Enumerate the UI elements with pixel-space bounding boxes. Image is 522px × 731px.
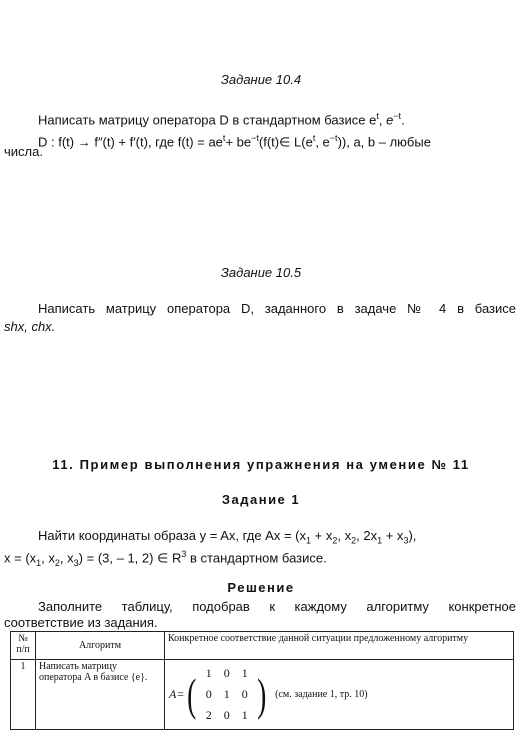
task-10-4-line1: Написать матрицу оператора D в стандартном базисе $e^t$, $e^{-t}$. — [38, 111, 405, 128]
matrix-cell: 1 — [223, 687, 230, 701]
exercise-1-line2-end: в стандартном базисе. — [186, 550, 327, 566]
matrix-cell: 0 — [223, 708, 230, 722]
matrix-cell: 1 — [205, 666, 212, 680]
task-10-4-line2-text: D : f(t) → f″(t) + f′(t), где f(t) = ae — [38, 134, 223, 150]
matrix-cell: 0 — [205, 687, 212, 701]
row-correspondence — [165, 660, 514, 730]
matrix-cell: 0 — [241, 687, 248, 701]
task-10-5-line1: Написать матрицу оператора D, заданного в задаче № 4 в базисе — [38, 301, 516, 316]
section-11-title: 11. Пример выполнения упражнения на умение № 11 — [52, 457, 470, 472]
exercise-1-line2-tail: ) = (3, – 1, 2) ∈ R — [78, 550, 182, 566]
task-10-4-line2: D : f(t) → f″(t) + f′(t), где $f(t) = ae^t+$ $be^{-t}(f(t)\in$ $L(e^t$, $e^{-t}$)), a, b – любые — [38, 133, 431, 150]
task-10-4-line2-mid: + be — [225, 134, 252, 150]
matrix-block — [169, 666, 510, 723]
task-10-4-line1-text: Написать матрицу оператора D в стандартном базисе e — [38, 112, 377, 128]
matrix-label: A= — [169, 687, 185, 701]
task-10-4-line2-end: )), a, b – любые — [337, 134, 431, 150]
table-row — [11, 660, 514, 730]
algorithm-table — [10, 631, 514, 730]
row-num: 1 — [11, 660, 36, 730]
left-paren: ( — [187, 668, 197, 720]
task-10-5-line2: shx, chx. — [4, 319, 56, 334]
right-paren: ) — [256, 668, 267, 720]
solution-line2: соответствие из задания. — [4, 615, 158, 630]
solution-line1: Заполните таблицу, подобрав к каждому алгоритму конкретное — [38, 599, 516, 614]
exercise-1-line2-pre: x = (x — [4, 550, 37, 566]
exercise-1-line1-pre: Найти координаты образа — [38, 528, 200, 543]
matrix-A — [184, 666, 269, 723]
task-10-4-title: Задание 10.4 — [220, 72, 302, 87]
matrix-cell: 2 — [205, 708, 212, 722]
exercise-1-line1-mid: y = Ax, где Ax = (x — [199, 528, 307, 543]
exercise-1-line2: $x = (x_1$, $x_2$, $x_3) = (3$, – 1, 2) ∈ $R^3$ в стандартном базисе. — [4, 549, 327, 568]
header-num: № п/п — [11, 632, 36, 660]
exercise-1-line1: Найти координаты образа y = Ax, где $Ax = (x_1 + x_2$, $x_2$, $2x_1 + x_3$), — [38, 528, 417, 546]
task-10-4-line3: числа. — [4, 144, 43, 159]
header-algorithm: Алгоритм — [36, 632, 165, 660]
task-10-4-line2-paren: (f(t)∈ L(e — [258, 134, 313, 150]
task-10-5-title: Задание 10.5 — [220, 265, 302, 280]
row-algorithm: Написать матрицу оператора A в базисе {e}. — [36, 660, 165, 730]
matrix-cell: 1 — [241, 666, 248, 680]
table-header-row — [11, 632, 514, 660]
solution-title: Решение — [227, 580, 295, 595]
matrix-cell: 0 — [223, 666, 230, 680]
matrix-grid — [200, 666, 254, 723]
matrix-note: (см. задание 1, тр. 10) — [275, 689, 368, 700]
matrix-cell: 1 — [241, 708, 248, 722]
header-correspondence: Конкретное соответствие данной ситуации предложенному алгоритму — [165, 632, 514, 660]
exercise-1-title: Задание 1 — [221, 492, 301, 507]
